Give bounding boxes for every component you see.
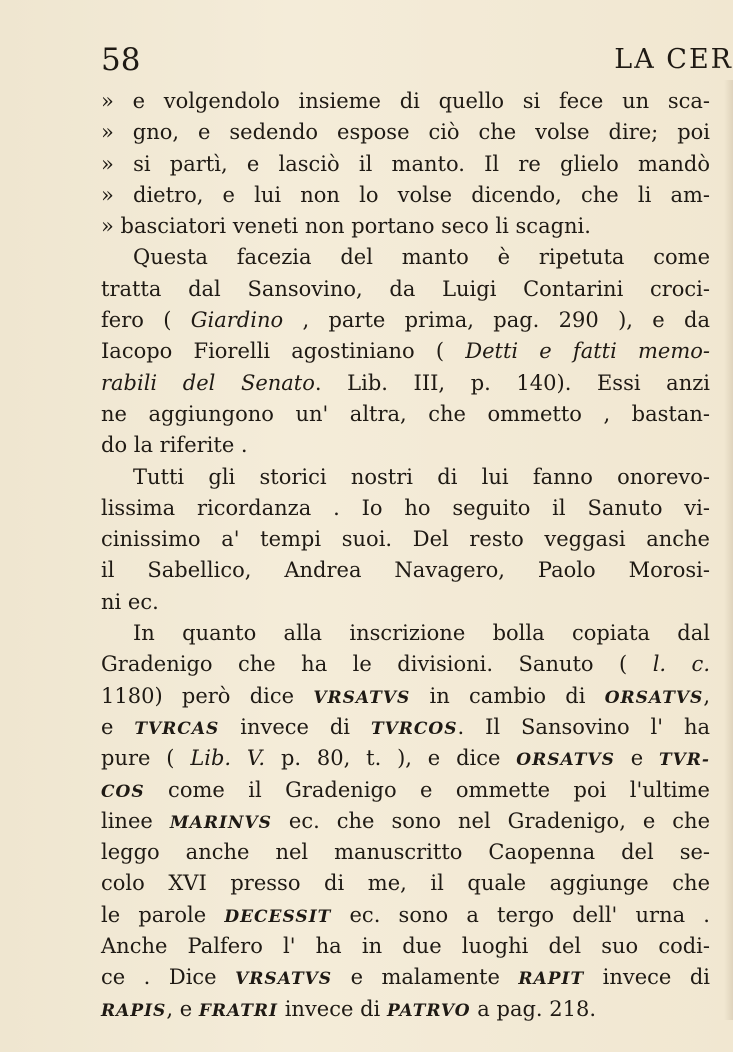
- text-segment: Questa facezia del manto è ripetuta come: [133, 245, 710, 270]
- text-segment: ec. sono a tergo dell' urna .: [331, 902, 710, 927]
- text-segment: lissima ricordanza . Io ho seguito il Sanuto vi-: [101, 495, 710, 520]
- inscription-word: FRATRI: [198, 1000, 279, 1021]
- body-text: [101, 86, 710, 1025]
- text-line: [101, 117, 710, 148]
- text-segment: Gradenigo che ha le divisioni. Sanuto (: [101, 652, 653, 677]
- text-line: [101, 962, 710, 993]
- text-segment: ne aggiungono un' altra, che ommetto , bastan-: [101, 401, 710, 426]
- text-segment: linee: [101, 808, 170, 833]
- text-segment: e malamente: [332, 965, 519, 990]
- text-line: [101, 493, 710, 524]
- text-line: [101, 587, 710, 618]
- inscription-word: ORSATVS: [604, 687, 704, 708]
- text-line: [101, 837, 710, 868]
- text-segment: » gno, e sedendo espose ciò che volse dire; poi: [101, 120, 710, 145]
- text-line: [101, 555, 710, 586]
- text-segment: in cambio di: [410, 683, 605, 708]
- text-segment: e: [614, 746, 659, 771]
- text-line: [101, 368, 710, 399]
- text-segment: ec. che sono nel Gradenigo, e che: [271, 808, 710, 833]
- text-line: [101, 775, 710, 806]
- text-segment: invece di: [278, 996, 387, 1021]
- text-segment: invece di: [219, 714, 371, 739]
- text-segment: » dietro, e lui non lo volse dicendo, che li am-: [101, 182, 710, 207]
- text-segment: 1180) però dice: [101, 683, 314, 708]
- italic-text: l. c.: [652, 652, 710, 677]
- text-line: [101, 149, 710, 180]
- text-segment: In quanto alla inscrizione bolla copiata dal: [133, 621, 710, 646]
- text-line: [101, 868, 710, 899]
- text-segment: . Lib. III, p. 140). Essi anzi: [314, 370, 711, 395]
- inscription-word: MARINVS: [169, 812, 272, 833]
- text-line: [101, 336, 710, 367]
- text-line: [101, 305, 710, 336]
- text-segment: Tutti gli storici nostri di lui fanno onorevo-: [133, 464, 710, 489]
- text-line: [101, 274, 710, 305]
- text-segment: a pag. 218.: [470, 996, 597, 1021]
- text-line: [101, 524, 710, 555]
- text-line: [101, 399, 710, 430]
- page-header: [101, 40, 733, 80]
- text-segment: » si partì, e lasciò il manto. Il re glielo mandò: [101, 151, 710, 176]
- text-segment: e: [101, 714, 135, 739]
- inscription-word: TVR-: [658, 750, 710, 771]
- text-segment: ni ec.: [101, 589, 159, 614]
- inscription-word: VRSATVS: [235, 969, 333, 990]
- text-line: [101, 743, 710, 774]
- text-segment: leggo anche nel manuscritto Caopenna del se-: [101, 840, 710, 865]
- text-line: [101, 900, 710, 931]
- text-line: [101, 462, 710, 493]
- text-segment: Anche Palfero l' ha in due luoghi del suo codi-: [101, 934, 710, 959]
- inscription-word: PATRVO: [386, 1000, 471, 1021]
- inscription-word: DECESSIT: [224, 906, 332, 927]
- text-segment: tratta dal Sansovino, da Luigi Contarini croci-: [101, 276, 710, 301]
- text-line: [101, 86, 710, 117]
- text-segment: ce . Dice: [101, 965, 236, 990]
- inscription-word: RAPIS: [101, 1000, 167, 1021]
- text-line: [101, 430, 710, 461]
- italic-text: Lib. V.: [190, 746, 266, 771]
- text-line: [101, 994, 710, 1025]
- inscription-word: TVRCOS: [370, 718, 458, 739]
- italic-text: Giardino: [190, 308, 284, 333]
- text-segment: come il Gradenigo e ommette poi l'ultime: [144, 777, 710, 802]
- text-line: [101, 681, 710, 712]
- text-segment: , parte prima, pag. 290 ), e da: [283, 308, 710, 333]
- text-segment: do la riferite .: [101, 433, 248, 458]
- text-segment: fero (: [101, 308, 191, 333]
- text-segment: pure (: [101, 746, 191, 771]
- text-line: [101, 649, 710, 680]
- inscription-word: COS: [101, 781, 145, 802]
- text-segment: Iacopo Fiorelli agostiniano (: [101, 339, 466, 364]
- text-line: [101, 618, 710, 649]
- text-segment: colo XVI presso di me, il quale aggiunge che: [101, 871, 710, 896]
- text-segment: cinissimo a' tempi suoi. Del resto veggasi anche: [101, 527, 710, 552]
- text-line: [101, 931, 710, 962]
- italic-text: rabili del Senato: [101, 370, 315, 395]
- inscription-word: TVRCAS: [134, 718, 220, 739]
- text-segment: le parole: [101, 902, 225, 927]
- page-number: 58: [101, 42, 141, 78]
- text-segment: ,: [703, 683, 710, 708]
- inscription-word: ORSATVS: [516, 750, 615, 771]
- text-line: [101, 211, 710, 242]
- inscription-word: VRSATVS: [313, 687, 411, 708]
- text-segment: , e: [166, 996, 199, 1021]
- running-head: LA CER: [614, 44, 733, 75]
- text-segment: » e volgendolo insieme di quello si fece un sca-: [101, 89, 710, 113]
- text-segment: » basciatori veneti non portano seco li scagni.: [101, 214, 591, 239]
- text-segment: . Il Sansovino l' ha: [457, 714, 710, 739]
- text-segment: il Sabellico, Andrea Navagero, Paolo Morosi-: [101, 558, 710, 583]
- inscription-word: RAPIT: [518, 969, 585, 990]
- text-segment: p. 80, t. ), e dice: [265, 746, 517, 771]
- text-line: [101, 180, 710, 211]
- text-line: [101, 242, 710, 273]
- page-edge-shadow: [724, 80, 733, 1020]
- italic-text: Detti e fatti memo-: [465, 339, 710, 364]
- text-line: [101, 712, 710, 743]
- text-segment: invece di: [584, 965, 710, 990]
- text-line: [101, 806, 710, 837]
